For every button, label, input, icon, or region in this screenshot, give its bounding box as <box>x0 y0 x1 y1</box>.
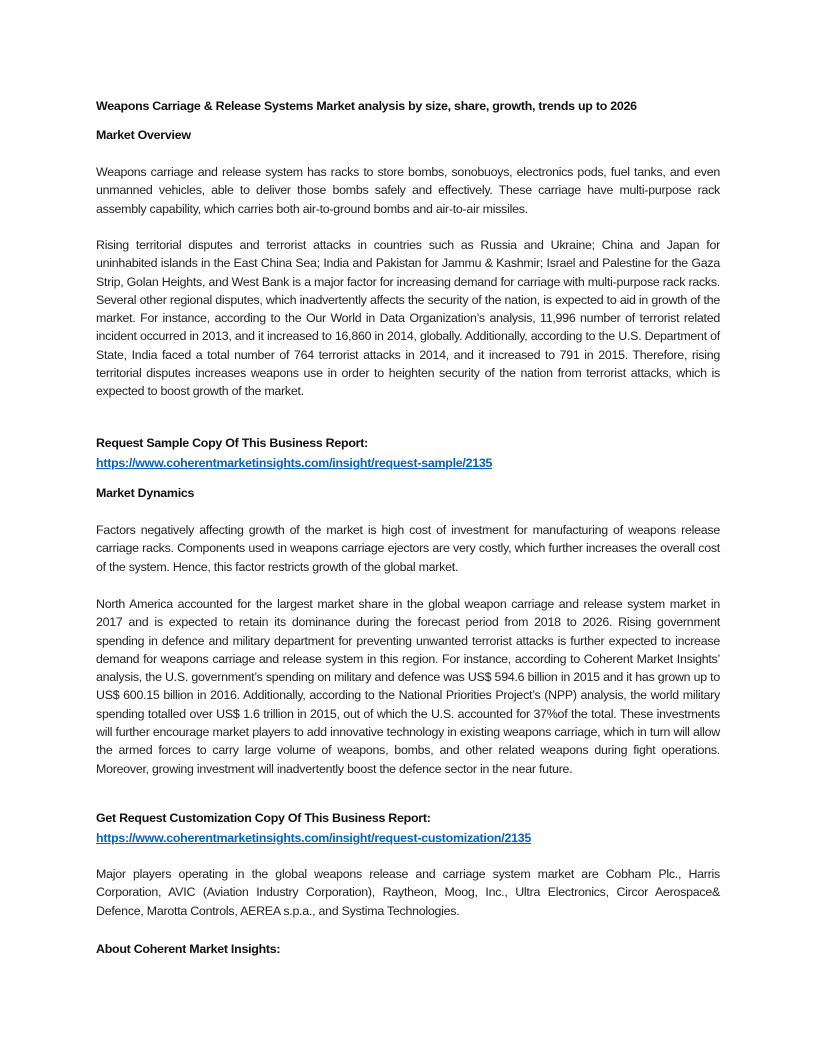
request-sample-link[interactable]: https://www.coherentmarketinsights.com/insight/request-sample/2135 <box>96 456 493 470</box>
heading-about: About Coherent Market Insights: <box>96 942 281 956</box>
heading-market-overview: Market Overview <box>96 128 191 142</box>
paragraph-overview-1: Weapons carriage and release system has racks to store bombs, sonobuoys, electronics pods, fuel tanks, and even unmanned vehicles, able to deliver those bombs safely and effectively. These carriage have multi-purpose rack assembly capability, which carries both air-to-ground bombs and air-to-air missiles. <box>96 165 720 216</box>
request-customization-link[interactable]: https://www.coherentmarketinsights.com/insight/request-customization/2135 <box>96 831 532 845</box>
paragraph-dynamics-2: North America accounted for the largest market share in the global weapon carriage and release system market in 2017 and is expected to retain its dominance during the forecast period from 2018 to 2026. Rising government spending in defence and military department for preventing unwanted terrorist attacks is further expected to increase demand for weapons carriage and release system in this region. For instance, according to Coherent Market Insights’ analysis, the U.S. government’s spending on military and defence was US$ 594.6 billion in 2015 and it has grown up to US$ 600.15 billion in 2016. Additionally, according to the National Priorities Project’s (NPP) analysis, the world military spending totalled over US$ 1.6 trillion in 2015, out of which the U.S. accounted for 37%of the total. These investments will further encourage market players to add innovative technology in existing weapons carriage, which in turn will allow the armed forces to carry large volume of weapons, bombs, and other related weapons during fight operations. Moreover, growing investment will inadvertently boost the defence sector in the near future. <box>96 597 720 776</box>
paragraph-major-players: Major players operating in the global weapons release and carriage system market are Cobham Plc., Harris Corporation, AVIC (Aviation Industry Corporation), Raytheon, Moog, Inc., Ultra Electronics, Circor Aerospace& Defence, Marotta Controls, AEREA s.p.a., and Systima Technologies. <box>96 867 720 918</box>
request-sample-label: Request Sample Copy Of This Business Report: <box>96 436 368 450</box>
paragraph-dynamics-1: Factors negatively affecting growth of the market is high cost of investment for manufacturing of weapons release carriage racks. Components used in weapons carriage ejectors are very costly, which further increases the overall cost of the system. Hence, this factor restricts growth of the global market. <box>96 523 720 574</box>
heading-market-dynamics: Market Dynamics <box>96 486 195 500</box>
paragraph-overview-2: Rising territorial disputes and terrorist attacks in countries such as Russia and Ukraine; China and Japan for uninhabited islands in the East China Sea; India and Pakistan for Jammu & Kashmir; Israel and Palestine for the Gaza Strip, Golan Heights, and West Bank is a major factor for increasing demand for carriage with multi-purpose rack racks. Several other regional disputes, which inadvertently affects the security of the nation, is expected to aid in growth of the market. For instance, according to the Our World in Data Organization’s analysis, 11,996 number of terrorist related incident occurred in 2013, and it increased to 16,860 in 2014, globally. Additionally, according to the U.S. Department of State, India faced a total number of 764 terrorist attacks in 2014, and it increased to 791 in 2015. Therefore, rising territorial disputes increases weapons use in order to heighten security of the nation from terrorist attacks, which is expected to boost growth of the market. <box>96 238 720 399</box>
document-title: Weapons Carriage & Release Systems Market analysis by size, share, growth, trends up to 2026 <box>96 99 637 113</box>
request-customization-label: Get Request Customization Copy Of This Business Report: <box>96 811 431 825</box>
